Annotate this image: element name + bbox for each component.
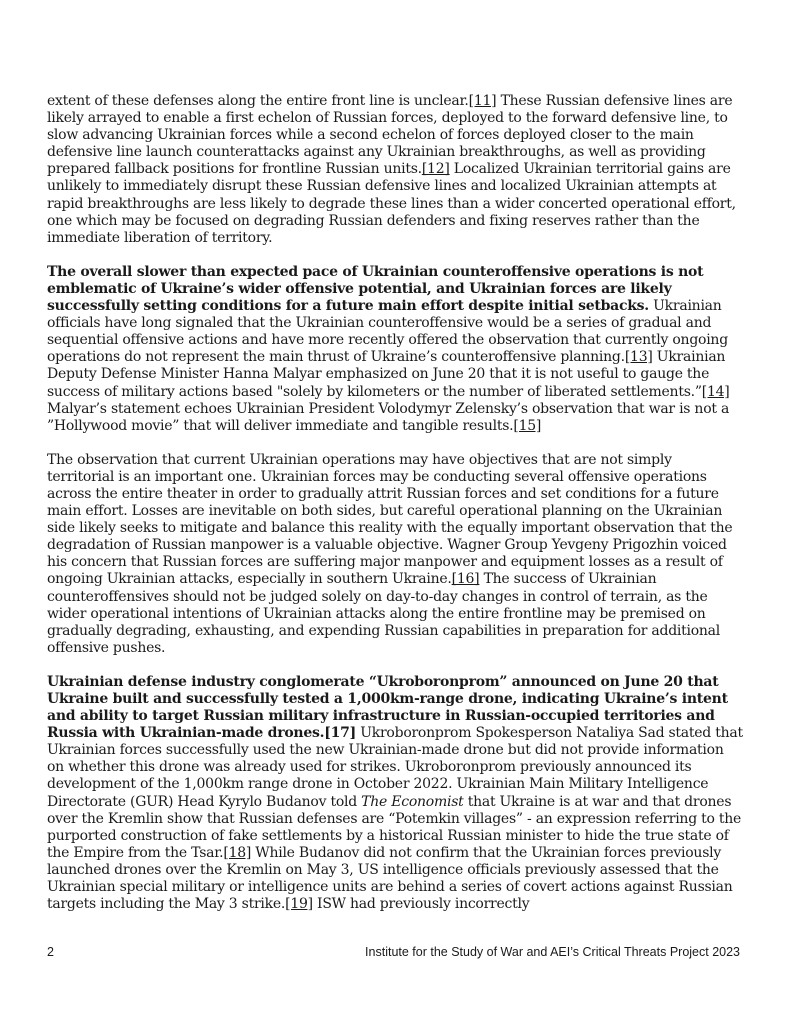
body-text-run: ISW had previously incorrectly (312, 896, 530, 913)
footer-institution: Institute for the Study of War and AEI’s Critical Threats Project 2023 (365, 945, 740, 959)
bold-lead-text: Ukrainian defense industry conglomerate “Ukroboronprom” announced on June 20 that Ukraine built and successfully tested a 1,000km-range drone, indicating Ukraine’s intent and ability to target Russian military infrastructure in Russian-occupied territories and Russia with Ukrainian-made drones. (47, 673, 728, 742)
body-text-run: The observation that current Ukrainian operations may have objectives that are not simply territorial is an important one. Ukrainian forces may be conducting several offensive operations across the entire theater in order to gradually attrit Russian forces and set conditions for a future main effort. Losses are inevitable on both sides, but careful operational planning on the Ukrainian side likely seeks to mitigate and balance this reality with the equally important observation that the degradation of Russian manpower is a valuable objective. Wagner Group Yevgeny Prigozhin voiced his concern that Russian forces are suffering major manpower and equipment losses as a result of ongoing Ukrainian attacks, especially in southern Ukraine. (47, 451, 733, 588)
footnote-link[interactable]: [14] (701, 383, 730, 400)
body-text-run: that Ukraine is at war and that drones over the Kremlin show that Russian defenses are “Potemkin villages” - an expression referring to the purported construction of fake settlements by a historical Russian minister to hide the true state of the Empire from the Tsar. (47, 793, 742, 861)
paragraph-2 (47, 264, 743, 435)
bold-lead-text: [17] (324, 725, 356, 742)
bold-lead-text: The overall slower than expected pace of Ukrainian counteroffensive operations is not emblematic of Ukraine’s wider offensive potential, and Ukrainian forces are likely successfully setting conditions for a future main effort despite initial setbacks. (47, 263, 704, 315)
footnote-link[interactable]: [16] (451, 571, 480, 588)
body-text-run: The success of Ukrainian counteroffensives should not be judged solely on day-to-day changes in control of terrain, as the wider operational intentions of Ukrainian attacks along the entire frontline may be premised on gradually degrading, exhausting, and expending Russian capabilities in preparation for additional offensive pushes. (47, 571, 721, 656)
body-text-run: Ukrainian Deputy Defense Minister Hanna Malyar emphasized on June 20 that it is not useful to gauge the success of military actions based "solely by kilometers or the number of liberated settlements.” (47, 349, 726, 400)
paragraph-3 (47, 452, 743, 657)
body-text-run: These Russian defensive lines are likely arrayed to enable a first echelon of Russian forces, deployed to the forward defensive line, to slow advancing Ukrainian forces while a second echelon of forces deployed closer to the main defensive line launch counterattacks against any Ukrainian breakthroughs, as well as providing prepared fallback positions for frontline Russian units. (47, 93, 733, 178)
body-text-run: extent of these defenses along the entire front line is unclear. (47, 93, 469, 109)
paragraph-4 (47, 674, 743, 913)
italic-publication-title: The Economist (361, 793, 464, 810)
paragraph-1 (47, 93, 743, 247)
body-text (47, 93, 743, 913)
footnote-link[interactable]: [19] (285, 896, 313, 913)
body-text-run: Ukrainian officials have long signaled that the Ukrainian counteroffensive would be a series of gradual and sequential offensive actions and have more recently offered the observation that currently ongoing operations do not represent the main thrust of Ukraine’s counteroffensive planning. (47, 298, 728, 366)
footnote-link[interactable]: [12] (421, 161, 450, 178)
body-text-run: While Budanov did not confirm that the Ukrainian forces previously launched drones over the Kremlin on May 3, US intelligence officials previously assessed that the Ukrainian special military or intelligence units are behind a series of covert actions against Russian targets including the May 3 strike. (47, 844, 733, 913)
footnote-link[interactable]: [13] (624, 349, 653, 366)
page-number: 2 (47, 945, 54, 959)
body-text-run: Localized Ukrainian territorial gains are unlikely to immediately disrupt these Russian defensive lines and localized Ukrainian attempts at rapid breakthroughs are less likely to degrade these lines than a wider concerted operational effort, one which may be focused on degrading Russian defenders and fixing reserves rather than the immediate liberation of territory. (47, 161, 736, 246)
body-text-run: Malyar’s statement echoes Ukrainian President Volodymyr Zelensky’s observation that war is not a ”Hollywood movie” that will deliver immediate and tangible results. (47, 400, 730, 434)
footnote-link[interactable]: [15] (513, 417, 542, 434)
footnote-link[interactable]: [18] (223, 844, 252, 861)
body-text-run: Ukroboronprom Spokesperson Nataliya Sad stated that Ukrainian forces successfully used the new Ukrainian-made drone but did not provide information on whether this drone was already used for strikes. Ukroboronprom previously announced its development of the 1,000km range drone in October 2022. Ukrainian Main Military Intelligence Directorate (GUR) Head Kyrylo Budanov told (47, 725, 743, 810)
footnote-link[interactable]: [11] (468, 93, 497, 109)
